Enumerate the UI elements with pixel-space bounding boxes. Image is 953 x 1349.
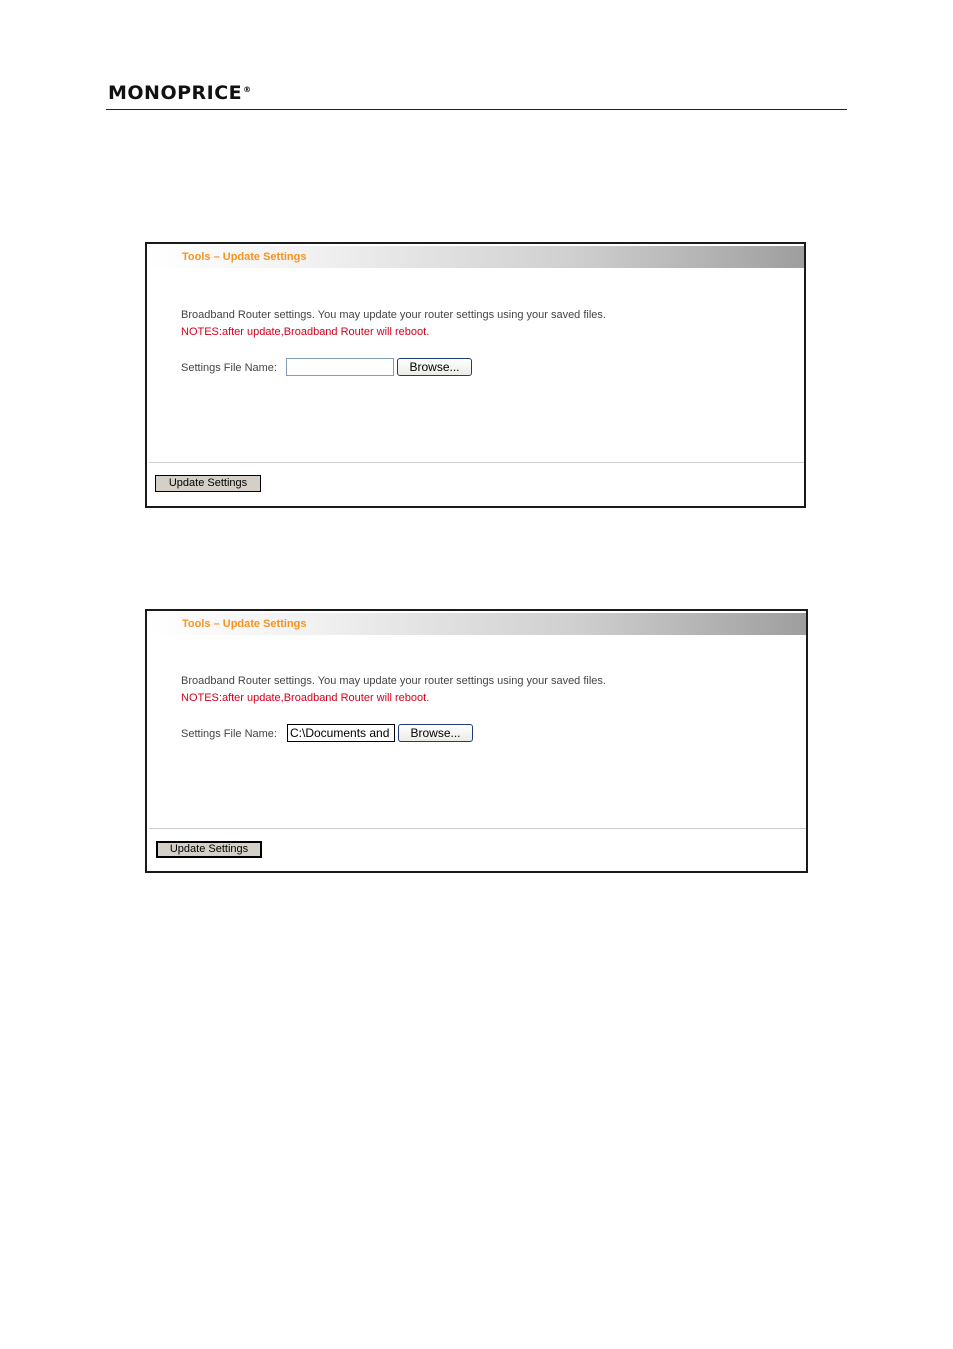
registered-mark: ® [243, 85, 252, 94]
update-settings-panel-selected [145, 609, 808, 873]
update-settings-button[interactable]: Update Settings [156, 841, 262, 858]
reboot-note: NOTES:after update,Broadband Router will reboot. [181, 692, 430, 704]
panel-description: Broadband Router settings. You may update your router settings using your saved files. [181, 309, 606, 321]
monoprice-logo [108, 84, 252, 103]
logo-text: MONOPRICE [108, 82, 243, 104]
panel-description: Broadband Router settings. You may update your router settings using your saved files. [181, 675, 606, 687]
browse-button[interactable]: Browse... [398, 724, 473, 742]
panel-title-bar [149, 246, 804, 268]
settings-file-input[interactable]: C:\Documents and [287, 724, 395, 742]
settings-file-label: Settings File Name: [181, 362, 277, 374]
header-rule [106, 109, 847, 110]
settings-file-input[interactable] [286, 358, 394, 376]
browse-button[interactable]: Browse... [397, 358, 472, 376]
reboot-note: NOTES:after update,Broadband Router will reboot. [181, 326, 430, 338]
panel-title: Tools – Update Settings [182, 251, 307, 263]
panel-separator [149, 828, 806, 829]
update-settings-button[interactable]: Update Settings [155, 475, 261, 492]
settings-file-label: Settings File Name: [181, 728, 277, 740]
panel-separator [149, 462, 804, 463]
update-settings-panel-empty [145, 242, 806, 508]
panel-title-bar [149, 613, 806, 635]
panel-title: Tools – Update Settings [182, 618, 307, 630]
